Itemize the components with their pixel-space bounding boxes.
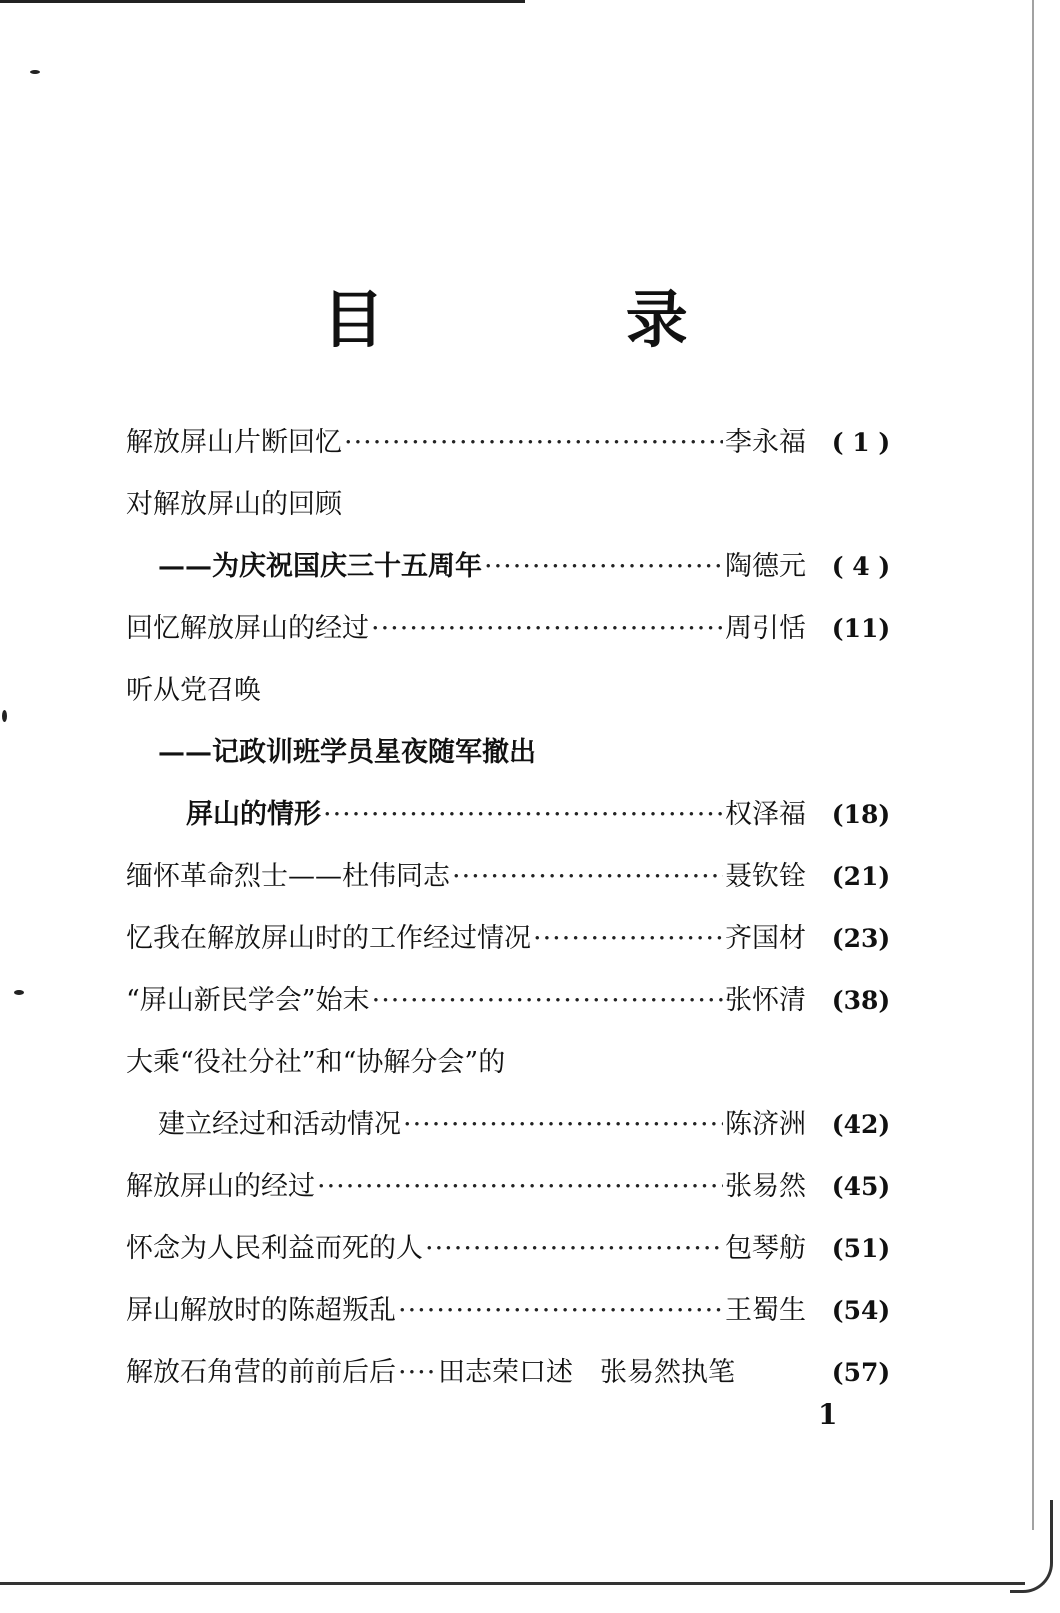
leader-dots	[403, 1094, 723, 1156]
leader-dots	[323, 784, 723, 846]
entry-title: 解放石角营的前前后后	[126, 1357, 396, 1388]
page-number: 1	[818, 1398, 838, 1431]
entry-author: 包琴舫	[725, 1233, 806, 1264]
entry-page: (18)	[831, 800, 891, 829]
toc-entry[interactable]	[126, 722, 916, 784]
toc-entry[interactable]	[126, 846, 916, 908]
entry-title: 解放屏山的经过	[126, 1171, 315, 1202]
entry-page: (21)	[831, 862, 891, 891]
toc-entry[interactable]	[126, 970, 916, 1032]
entry-author: 张易然	[725, 1171, 806, 1202]
toc-entry[interactable]	[126, 660, 916, 722]
top-edge-line	[0, 0, 525, 3]
entry-author: 齐国材	[725, 923, 806, 954]
entry-author: 陈济洲	[725, 1109, 806, 1140]
ink-speck	[2, 710, 7, 722]
page-title: 目 录	[322, 283, 798, 356]
entry-author: 田志荣口述 张易然执笔	[438, 1357, 735, 1388]
toc-entry[interactable]	[126, 1280, 916, 1342]
entry-title: 听从党召唤	[126, 675, 261, 706]
entry-page: ( 4 )	[831, 552, 891, 581]
entry-title: 屏山解放时的陈超叛乱	[126, 1295, 396, 1326]
leader-dots	[372, 970, 723, 1032]
toc-entry[interactable]	[126, 536, 916, 598]
entry-page: (51)	[831, 1234, 891, 1263]
toc-entry[interactable]	[126, 1218, 916, 1280]
bottom-edge-line	[0, 1582, 1025, 1585]
toc-entry[interactable]	[126, 412, 916, 474]
toc-entry[interactable]	[126, 1156, 916, 1218]
entry-title: 建立经过和活动情况	[158, 1109, 401, 1140]
toc-entry[interactable]	[126, 598, 916, 660]
entry-page: (54)	[831, 1296, 891, 1325]
entry-title: 对解放屏山的回顾	[126, 489, 342, 520]
entry-title: 缅怀革命烈士——杜伟同志	[126, 861, 450, 892]
entry-title: 回忆解放屏山的经过	[126, 613, 369, 644]
toc-entry[interactable]	[126, 1094, 916, 1156]
entry-title: “屏山新民学会”始末	[126, 985, 370, 1016]
entry-title: 大乘“役社分社”和“协解分会”的	[126, 1047, 506, 1078]
leader-dots	[398, 1280, 723, 1342]
entry-title: 怀念为人民利益而死的人	[126, 1233, 423, 1264]
toc-entry[interactable]	[126, 784, 916, 846]
page-curl-corner	[1010, 1500, 1053, 1593]
entry-author: 陶德元	[725, 551, 806, 582]
toc-entry[interactable]	[126, 908, 916, 970]
leader-dots	[452, 846, 723, 908]
entry-author: 权泽福	[725, 799, 806, 830]
entry-author: 周引恬	[725, 613, 806, 644]
leader-dots	[484, 536, 723, 598]
entry-page: (11)	[831, 614, 891, 643]
entry-author: 李永福	[725, 427, 806, 458]
entry-title: 解放屏山片断回忆	[126, 427, 342, 458]
entry-subtitle: 屏山的情形	[186, 799, 321, 830]
entry-page: (57)	[831, 1358, 891, 1387]
entry-page: (38)	[831, 986, 891, 1015]
entry-subtitle: ——记政训班学员星夜随军撤出	[158, 737, 536, 768]
entry-title: 忆我在解放屏山时的工作经过情况	[126, 923, 531, 954]
entry-page: ( 1 )	[831, 428, 891, 457]
ink-speck	[14, 990, 24, 995]
toc-entry[interactable]	[126, 1342, 916, 1404]
leader-dots	[533, 908, 723, 970]
toc-entry[interactable]	[126, 474, 916, 536]
table-of-contents	[126, 412, 916, 1404]
leader-dots	[317, 1156, 723, 1218]
entry-page: (45)	[831, 1172, 891, 1201]
leader-dots	[344, 412, 723, 474]
leader-dots	[371, 598, 723, 660]
leader-dots	[398, 1342, 436, 1404]
leader-dots	[425, 1218, 723, 1280]
entry-author: 王蜀生	[725, 1295, 806, 1326]
right-edge-line	[1032, 0, 1034, 1530]
entry-author: 聂钦铨	[725, 861, 806, 892]
entry-subtitle: ——为庆祝国庆三十五周年	[158, 551, 482, 582]
entry-page: (42)	[831, 1110, 891, 1139]
entry-author: 张怀清	[725, 985, 806, 1016]
entry-page: (23)	[831, 924, 891, 953]
ink-speck	[30, 70, 40, 74]
toc-entry[interactable]	[126, 1032, 916, 1094]
